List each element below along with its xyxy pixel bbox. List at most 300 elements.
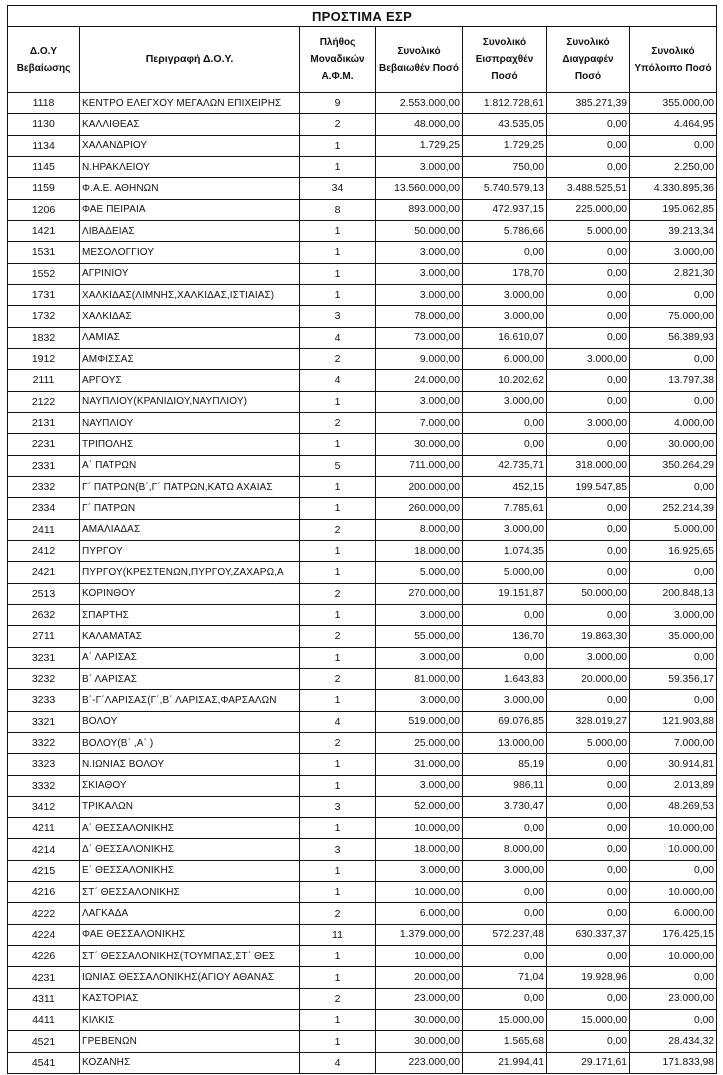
cell-certified: 3.000,00 [376,690,463,711]
cell-collected: 1.643,83 [463,668,547,689]
table-row [8,476,717,497]
cell-written-off: 0,00 [547,391,630,412]
cell-count: 1 [300,434,376,455]
table-row [8,839,717,860]
cell-balance: 10.000,00 [630,839,717,860]
cell-written-off: 5.000,00 [547,220,630,241]
cell-certified: 30.000,00 [376,434,463,455]
cell-certified: 2.553.000,00 [376,93,463,114]
cell-code: 2334 [8,498,80,519]
table-row [8,604,717,625]
cell-description: Ν.ΗΡΑΚΛΕΙΟΥ [80,156,300,177]
cell-certified: 3.000,00 [376,242,463,263]
cell-written-off: 0,00 [547,775,630,796]
cell-certified: 3.000,00 [376,156,463,177]
cell-count: 2 [300,348,376,369]
cell-collected: 5.786,66 [463,220,547,241]
cell-description: Φ.Α.Ε. ΑΘΗΝΩΝ [80,178,300,199]
cell-written-off: 0,00 [547,818,630,839]
header-description: Περιγραφή Δ.Ο.Υ. [80,27,300,93]
cell-code: 4226 [8,946,80,967]
cell-collected: 69.076,85 [463,711,547,732]
header-collected: Συνολικό Εισπραχθέν Ποσό [463,27,547,93]
table-row [8,690,717,711]
cell-certified: 30.000,00 [376,1010,463,1031]
cell-written-off: 630.337,37 [547,924,630,945]
cell-certified: 223.000,00 [376,1052,463,1073]
cell-count: 1 [300,882,376,903]
cell-written-off: 3.000,00 [547,647,630,668]
table-row [8,242,717,263]
table-row [8,178,717,199]
cell-description: ΑΜΑΛΙΑΔΑΣ [80,519,300,540]
cell-certified: 3.000,00 [376,263,463,284]
table-row [8,306,717,327]
cell-balance: 0,00 [630,1010,717,1031]
cell-balance: 355.000,00 [630,93,717,114]
cell-collected: 3.000,00 [463,391,547,412]
cell-written-off: 3.488.525,51 [547,178,630,199]
cell-description: ΠΥΡΓΟΥ [80,540,300,561]
table-row [8,519,717,540]
cell-certified: 8.000,00 [376,519,463,540]
cell-collected: 1.812.728,61 [463,93,547,114]
table-body [8,93,717,1074]
cell-certified: 3.000,00 [376,647,463,668]
cell-code: 2632 [8,604,80,625]
cell-collected: 136,70 [463,626,547,647]
cell-collected: 0,00 [463,988,547,1009]
cell-code: 2411 [8,519,80,540]
cell-certified: 50.000,00 [376,220,463,241]
cell-balance: 10.000,00 [630,946,717,967]
cell-count: 1 [300,775,376,796]
table-row [8,668,717,689]
cell-description: Δ΄ ΘΕΣΣΑΛΟΝΙΚΗΣ [80,839,300,860]
cell-code: 2331 [8,455,80,476]
cell-description: ΚΑΛΛΙΘΕΑΣ [80,114,300,135]
cell-count: 2 [300,903,376,924]
cell-written-off: 385.271,39 [547,93,630,114]
cell-count: 11 [300,924,376,945]
cell-description: ΠΥΡΓΟΥ(ΚΡΕΣΤΕΝΩΝ,ΠΥΡΓΟΥ,ΖΑΧΑΡΩ,Α [80,562,300,583]
cell-certified: 55.000,00 [376,626,463,647]
cell-certified: 10.000,00 [376,818,463,839]
cell-balance: 56.389,93 [630,327,717,348]
table-row [8,434,717,455]
cell-count: 2 [300,114,376,135]
header-balance: Συνολικό Υπόλοιπο Ποσό [630,27,717,93]
cell-collected: 5.740.579,13 [463,178,547,199]
cell-collected: 15.000,00 [463,1010,547,1031]
table-row [8,455,717,476]
cell-collected: 0,00 [463,903,547,924]
header-written-off: Συνολικό Διαγραφέν Ποσό [547,27,630,93]
cell-count: 1 [300,690,376,711]
cell-balance: 171.833,98 [630,1052,717,1073]
cell-collected: 1.729,25 [463,135,547,156]
cell-written-off: 0,00 [547,114,630,135]
cell-balance: 2.821,30 [630,263,717,284]
cell-count: 1 [300,476,376,497]
cell-certified: 9.000,00 [376,348,463,369]
cell-written-off: 0,00 [547,690,630,711]
cell-description: ΚΑΛΑΜΑΤΑΣ [80,626,300,647]
cell-collected: 750,00 [463,156,547,177]
cell-code: 3232 [8,668,80,689]
cell-description: ΣΤ΄ ΘΕΣΣΑΛΟΝΙΚΗΣ [80,882,300,903]
cell-balance: 16.925,65 [630,540,717,561]
table-row [8,1052,717,1073]
cell-code: 4214 [8,839,80,860]
cell-count: 3 [300,796,376,817]
cell-certified: 13.560.000,00 [376,178,463,199]
cell-count: 4 [300,1052,376,1073]
cell-certified: 7.000,00 [376,412,463,433]
cell-written-off: 328.019,27 [547,711,630,732]
table-row [8,860,717,881]
cell-balance: 3.000,00 [630,604,717,625]
cell-written-off: 0,00 [547,562,630,583]
table-row [8,796,717,817]
table-row [8,732,717,753]
cell-count: 1 [300,540,376,561]
cell-written-off: 0,00 [547,519,630,540]
cell-written-off: 0,00 [547,370,630,391]
cell-certified: 3.000,00 [376,391,463,412]
cell-certified: 52.000,00 [376,796,463,817]
cell-collected: 472.937,15 [463,199,547,220]
cell-balance: 2.250,00 [630,156,717,177]
cell-description: Α΄ ΘΕΣΣΑΛΟΝΙΚΗΣ [80,818,300,839]
cell-code: 4521 [8,1031,80,1052]
cell-collected: 0,00 [463,434,547,455]
cell-certified: 20.000,00 [376,967,463,988]
cell-written-off: 20.000,00 [547,668,630,689]
cell-collected: 10.202,62 [463,370,547,391]
cell-code: 2122 [8,391,80,412]
cell-code: 3233 [8,690,80,711]
cell-code: 2231 [8,434,80,455]
table-row [8,946,717,967]
cell-description: ΣΤ΄ ΘΕΣΣΑΛΟΝΙΚΗΣ(ΤΟΥΜΠΑΣ,ΣΤ΄ ΘΕΣ [80,946,300,967]
cell-balance: 75.000,00 [630,306,717,327]
cell-collected: 178,70 [463,263,547,284]
cell-description: ΜΕΣΟΛΟΓΓΙΟΥ [80,242,300,263]
cell-description: Γ΄ ΠΑΤΡΩΝ(Β΄,Γ΄ ΠΑΤΡΩΝ,ΚΑΤΩ ΑΧΑΙΑΣ [80,476,300,497]
cell-certified: 893.000,00 [376,199,463,220]
cell-description: ΦΑΕ ΘΕΣΣΑΛΟΝΙΚΗΣ [80,924,300,945]
cell-balance: 0,00 [630,348,717,369]
cell-description: ΣΚΙΑΘΟΥ [80,775,300,796]
cell-count: 2 [300,412,376,433]
cell-code: 3322 [8,732,80,753]
cell-count: 2 [300,626,376,647]
cell-collected: 0,00 [463,882,547,903]
cell-certified: 30.000,00 [376,1031,463,1052]
cell-balance: 5.000,00 [630,519,717,540]
cell-collected: 0,00 [463,647,547,668]
fines-table [7,5,717,1074]
cell-count: 1 [300,967,376,988]
cell-count: 1 [300,604,376,625]
cell-collected: 6.000,00 [463,348,547,369]
table-row [8,327,717,348]
cell-balance: 4.000,00 [630,412,717,433]
cell-collected: 8.000,00 [463,839,547,860]
cell-written-off: 0,00 [547,540,630,561]
cell-written-off: 0,00 [547,434,630,455]
cell-collected: 1.074,35 [463,540,547,561]
table-row [8,924,717,945]
cell-collected: 0,00 [463,818,547,839]
cell-code: 4541 [8,1052,80,1073]
cell-description: Α΄ ΠΑΤΡΩΝ [80,455,300,476]
cell-description: ΚΑΣΤΟΡΙΑΣ [80,988,300,1009]
cell-count: 2 [300,988,376,1009]
cell-collected: 986,11 [463,775,547,796]
cell-count: 8 [300,199,376,220]
cell-written-off: 0,00 [547,754,630,775]
cell-code: 1130 [8,114,80,135]
cell-description: ΚΟΖΑΝΗΣ [80,1052,300,1073]
cell-balance: 59.356,17 [630,668,717,689]
table-row [8,1031,717,1052]
header-code: Δ.Ο.Υ Βεβαίωσης [8,27,80,93]
cell-description: Ν.ΙΩΝΙΑΣ ΒΟΛΟΥ [80,754,300,775]
cell-balance: 13.797,38 [630,370,717,391]
cell-collected: 16.610,07 [463,327,547,348]
cell-description: ΙΩΝΙΑΣ ΘΕΣΣΑΛΟΝΙΚΗΣ(ΑΓΙΟΥ ΑΘΑΝΑΣ [80,967,300,988]
cell-collected: 21.994,41 [463,1052,547,1073]
cell-description: ΒΟΛΟΥ [80,711,300,732]
cell-description: ΧΑΛΚΙΔΑΣ [80,306,300,327]
table-title: ΠΡΟΣΤΙΜΑ ΕΣΡ [8,6,717,27]
cell-collected: 0,00 [463,604,547,625]
cell-written-off: 19.863,30 [547,626,630,647]
cell-description: ΚΟΡΙΝΘΟΥ [80,583,300,604]
cell-written-off: 0,00 [547,882,630,903]
cell-certified: 3.000,00 [376,284,463,305]
cell-count: 1 [300,284,376,305]
cell-written-off: 3.000,00 [547,348,630,369]
cell-count: 34 [300,178,376,199]
cell-balance: 200.848,13 [630,583,717,604]
cell-written-off: 29.171,61 [547,1052,630,1073]
cell-balance: 0,00 [630,284,717,305]
cell-certified: 78.000,00 [376,306,463,327]
cell-count: 9 [300,93,376,114]
cell-code: 2332 [8,476,80,497]
cell-written-off: 0,00 [547,860,630,881]
cell-collected: 1.565,68 [463,1031,547,1052]
cell-code: 2412 [8,540,80,561]
cell-balance: 7.000,00 [630,732,717,753]
table-row [8,540,717,561]
cell-description: ΧΑΛΚΙΔΑΣ(ΛΙΜΝΗΣ,ΧΑΛΚΙΔΑΣ,ΙΣΤΙΑΙΑΣ) [80,284,300,305]
cell-balance: 176.425,15 [630,924,717,945]
table-row [8,498,717,519]
cell-balance: 23.000,00 [630,988,717,1009]
cell-code: 3321 [8,711,80,732]
cell-description: ΛΙΒΑΔΕΙΑΣ [80,220,300,241]
cell-written-off: 0,00 [547,946,630,967]
cell-description: Β΄-Γ΄ΛΑΡΙΣΑΣ(Γ΄,Β΄ ΛΑΡΙΣΑΣ,ΦΑΡΣΑΛΩΝ [80,690,300,711]
cell-written-off: 5.000,00 [547,732,630,753]
cell-count: 1 [300,647,376,668]
table-header-row [8,27,717,93]
cell-count: 3 [300,306,376,327]
cell-description: ΤΡΙΚΑΛΩΝ [80,796,300,817]
cell-count: 4 [300,327,376,348]
cell-balance: 0,00 [630,476,717,497]
cell-balance: 30.914,81 [630,754,717,775]
table-row [8,775,717,796]
cell-certified: 10.000,00 [376,946,463,967]
cell-collected: 19.151,87 [463,583,547,604]
table-row [8,348,717,369]
cell-balance: 6.000,00 [630,903,717,924]
cell-balance: 121.903,88 [630,711,717,732]
cell-count: 5 [300,455,376,476]
cell-collected: 71,04 [463,967,547,988]
table-row [8,199,717,220]
cell-written-off: 0,00 [547,327,630,348]
cell-collected: 3.000,00 [463,284,547,305]
cell-certified: 6.000,00 [376,903,463,924]
cell-balance: 30.000,00 [630,434,717,455]
cell-balance: 0,00 [630,647,717,668]
cell-written-off: 0,00 [547,903,630,924]
cell-balance: 350.264,29 [630,455,717,476]
cell-balance: 3.000,00 [630,242,717,263]
cell-count: 2 [300,668,376,689]
cell-code: 3332 [8,775,80,796]
cell-certified: 519.000,00 [376,711,463,732]
cell-collected: 43.535,05 [463,114,547,135]
cell-code: 4411 [8,1010,80,1031]
cell-description: ΚΙΛΚΙΣ [80,1010,300,1031]
cell-collected: 3.730,47 [463,796,547,817]
cell-balance: 195.062,85 [630,199,717,220]
cell-written-off: 199.547,85 [547,476,630,497]
cell-count: 2 [300,519,376,540]
cell-collected: 572.237,48 [463,924,547,945]
cell-description: Γ΄ ΠΑΤΡΩΝ [80,498,300,519]
cell-balance: 4.330.895,36 [630,178,717,199]
cell-balance: 0,00 [630,690,717,711]
cell-certified: 18.000,00 [376,540,463,561]
cell-certified: 18.000,00 [376,839,463,860]
cell-description: ΑΜΦΙΣΣΑΣ [80,348,300,369]
cell-count: 1 [300,135,376,156]
cell-count: 1 [300,946,376,967]
cell-collected: 0,00 [463,412,547,433]
cell-description: ΛΑΓΚΑΔΑ [80,903,300,924]
table-row [8,220,717,241]
cell-description: Α΄ ΛΑΡΙΣΑΣ [80,647,300,668]
cell-description: Β΄ ΛΑΡΙΣΑΣ [80,668,300,689]
table-row [8,370,717,391]
cell-code: 2513 [8,583,80,604]
cell-balance: 252.214,39 [630,498,717,519]
table-title-row [8,6,717,27]
cell-written-off: 0,00 [547,306,630,327]
cell-code: 3323 [8,754,80,775]
cell-written-off: 0,00 [547,156,630,177]
cell-count: 1 [300,818,376,839]
cell-collected: 3.000,00 [463,306,547,327]
cell-certified: 200.000,00 [376,476,463,497]
cell-written-off: 0,00 [547,135,630,156]
cell-certified: 81.000,00 [376,668,463,689]
table-row [8,93,717,114]
cell-description: ΦΑΕ ΠΕΙΡΑΙΑ [80,199,300,220]
cell-balance: 4.464,95 [630,114,717,135]
cell-description: ΤΡΙΠΟΛΗΣ [80,434,300,455]
cell-certified: 10.000,00 [376,882,463,903]
cell-balance: 10.000,00 [630,818,717,839]
table-row [8,882,717,903]
cell-code: 3231 [8,647,80,668]
cell-count: 1 [300,562,376,583]
cell-description: Ε΄ ΘΕΣΣΑΛΟΝΙΚΗΣ [80,860,300,881]
cell-balance: 35.000,00 [630,626,717,647]
cell-certified: 25.000,00 [376,732,463,753]
cell-balance: 0,00 [630,135,717,156]
cell-code: 1732 [8,306,80,327]
cell-count: 1 [300,498,376,519]
cell-certified: 3.000,00 [376,775,463,796]
cell-code: 2111 [8,370,80,391]
cell-code: 4222 [8,903,80,924]
cell-certified: 3.000,00 [376,860,463,881]
cell-written-off: 318.000,00 [547,455,630,476]
cell-code: 3412 [8,796,80,817]
cell-code: 4311 [8,988,80,1009]
cell-count: 1 [300,860,376,881]
table-row [8,626,717,647]
cell-written-off: 225.000,00 [547,199,630,220]
cell-count: 4 [300,711,376,732]
table-row [8,391,717,412]
cell-count: 1 [300,754,376,775]
cell-balance: 48.269,53 [630,796,717,817]
cell-description: ΚΕΝΤΡΟ ΕΛΕΓΧΟΥ ΜΕΓΑΛΩΝ ΕΠΙΧΕΙΡΗΣ [80,93,300,114]
cell-certified: 48.000,00 [376,114,463,135]
cell-description: ΛΑΜΙΑΣ [80,327,300,348]
cell-balance: 39.213,34 [630,220,717,241]
cell-description: ΑΡΓΟΥΣ [80,370,300,391]
cell-count: 1 [300,1031,376,1052]
cell-count: 3 [300,839,376,860]
table-row [8,562,717,583]
cell-certified: 23.000,00 [376,988,463,1009]
cell-description: ΝΑΥΠΛΙΟΥ [80,412,300,433]
table-row [8,284,717,305]
cell-code: 1134 [8,135,80,156]
cell-written-off: 0,00 [547,263,630,284]
cell-balance: 0,00 [630,967,717,988]
cell-count: 1 [300,263,376,284]
cell-code: 1912 [8,348,80,369]
table-row [8,711,717,732]
cell-description: ΝΑΥΠΛΙΟΥ(ΚΡΑΝΙΔΙΟΥ,ΝΑΥΠΛΙΟΥ) [80,391,300,412]
cell-code: 4224 [8,924,80,945]
cell-collected: 85,19 [463,754,547,775]
cell-written-off: 0,00 [547,1031,630,1052]
table-row [8,1010,717,1031]
